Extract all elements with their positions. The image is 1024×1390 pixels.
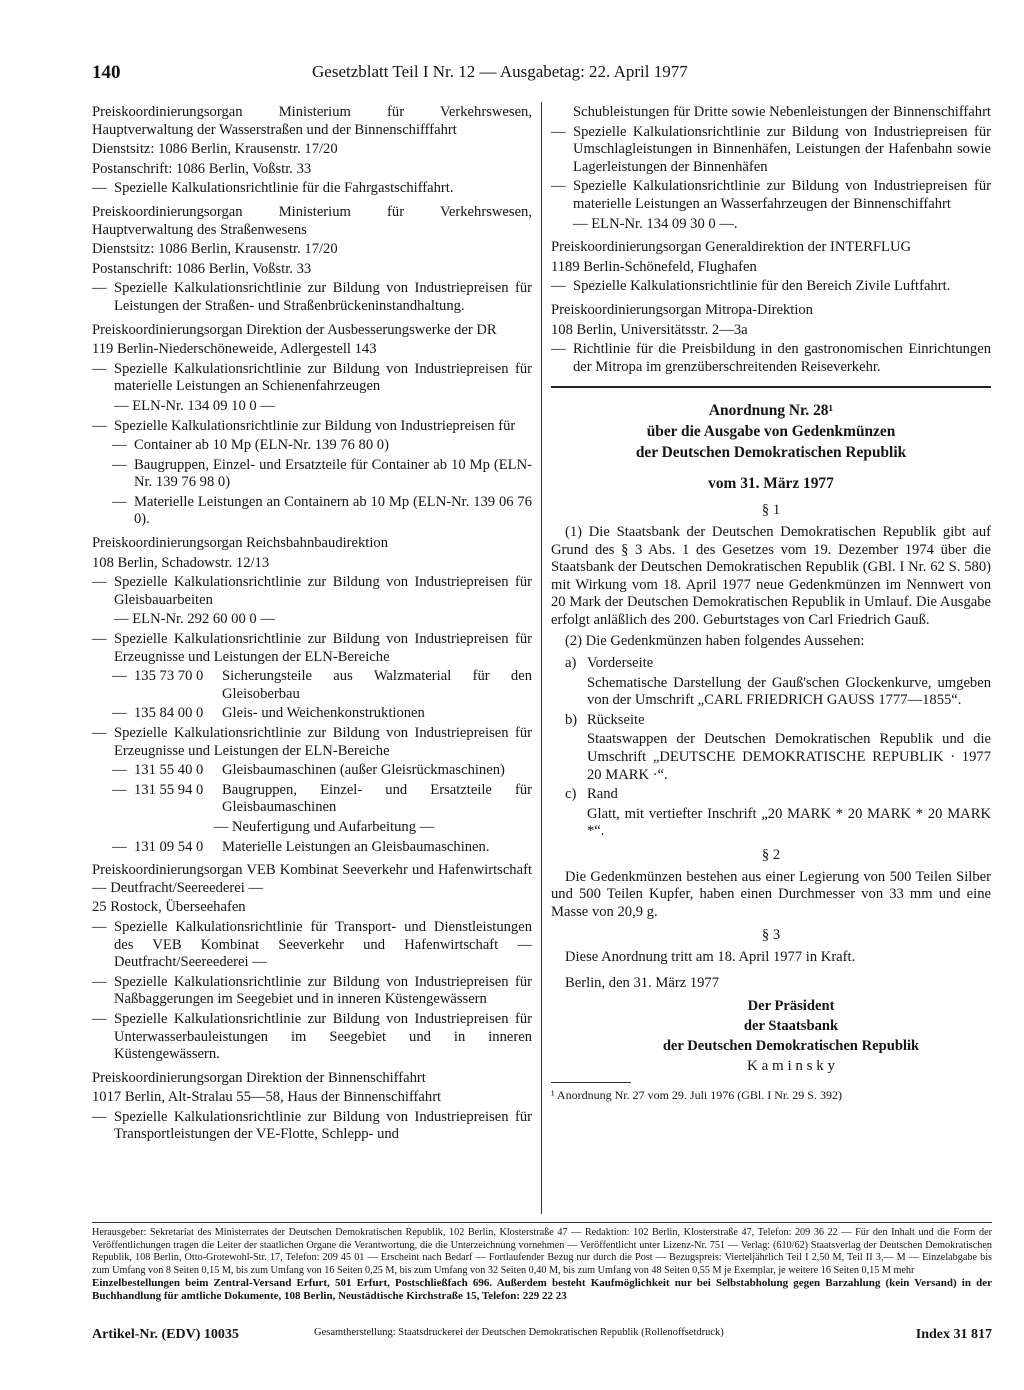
list-item [92, 1109, 532, 1144]
sub-list-item-text: Materielle Leistungen an Containern ab 10 Mp (ELN-Nr. 139 06 76 0). [134, 493, 532, 528]
place-date: Berlin, den 31. März 1977 [565, 974, 720, 991]
eln-code-text: Materielle Leistungen an Gleisbaumaschinen. [222, 838, 490, 855]
list-item [92, 180, 532, 198]
signature-title: der Deutschen Demokratischen Republik [662, 1038, 920, 1055]
paragraph: Diese Anordnung tritt am 18. April 1977 in Kraft. [565, 948, 856, 965]
anordnung-subtitle: über die Ausgabe von Gedenkmünzen [646, 423, 896, 441]
eln-code: 131 09 54 0 [134, 838, 204, 855]
section-heading: § 3 [761, 927, 781, 944]
list-item-text: Spezielle Kalkulationsrichtlinie zur Bildung von Industriepreisen für Naßbaggerungen im Seegebiet und in inneren Küstengewässern [114, 973, 532, 1008]
list-item-text: Spezielle Kalkulationsrichtlinie zur Bildung von Industriepreisen für [114, 417, 516, 434]
list-item [92, 418, 532, 436]
anordnung-title: Anordnung Nr. 28¹ [708, 402, 834, 420]
entry-address: Dienstsitz: 1086 Berlin, Krausenstr. 17/20 [92, 241, 338, 258]
imprint [92, 1222, 992, 1303]
entry-title: Preiskoordinierungsorgan Reichsbahnbaudirektion [92, 535, 389, 552]
list-description: Glatt, mit vertiefter Inschrift „20 MARK * 20 MARK * 20 MARK *“. [587, 805, 991, 840]
dash-marker: — [551, 123, 566, 140]
list-item-text: Spezielle Kalkulationsrichtlinie zur Bildung von Industriepreisen für Erzeugnisse und Leistungen der ELN-Bereiche [114, 631, 532, 665]
dash-marker: — [112, 668, 127, 685]
eln-code-text: Gleis- und Weichenkonstruktionen [222, 705, 425, 722]
dash-marker: — [112, 493, 127, 510]
signature-title: Der Präsident [747, 998, 835, 1015]
list-item [92, 725, 532, 760]
list-item [551, 341, 991, 376]
eln-code-row [112, 839, 532, 857]
imprint-text: Herausgeber: Sekretariat des Ministerrates der Deutschen Demokratischen Republik, 102 Berlin, Klosterstraße 47 — Redaktion: 102 Berlin, Klosterstraße 47, Telefon: 209 36 22 — Für den Inhalt und die Form der Veröffentlichungen tragen die Leiter der staatlichen Organe die Verantwortung, die die Unterzeichnung vornehmen — Veröffentlicht unter Lizenz-Nr. 751 — Verlag: (610/62) Staatsverlag der Deutschen Demokratischen Republik, 108 Berlin, Otto-Grotewohl-Str. 17, Telefon: 209 45 01 — Erscheint nach Bedarf — Fortlaufender Bezug nur durch die Post — Bezugspreis: Vierteljährlich Teil I 2,50 M, Teil II 3,— M — Einzelabgabe bis zum Umfang von 8 Seiten 0,15 M, bis zum Umfang von 16 Seiten 0,25 M, bis zum Umfang von 32 Seiten 0,40 M, bis zum Umfang von 48 Seiten 0,55 M je Exemplar, je weitere 16 Seiten 0,15 M mehr [92, 1227, 992, 1276]
entry-title: Preiskoordinierungsorgan Mitropa-Direktion [551, 301, 813, 318]
eln-number: — ELN-Nr. 134 09 10 0 — [114, 397, 275, 414]
eln-code-row [112, 762, 532, 780]
list-item [551, 278, 991, 296]
dash-marker: — [112, 838, 127, 855]
page-number: 140 [92, 62, 121, 83]
entry-address: Postanschrift: 1086 Berlin, Voßstr. 33 [92, 160, 312, 177]
sub-list-item [112, 457, 532, 492]
eln-code: 131 55 94 0 [134, 781, 204, 798]
imprint-orders: Einzelbestellungen beim Zentral-Versand Erfurt, 501 Erfurt, Postschließfach 696. Außerdem besteht Kaufmöglichkeit nur bei Selbstabholung gegen Barzahlung (kein Versand) in der Buchhandlung für amtliche Dokumente, 108 Berlin, Neustädtische Kirchstraße 15, Telefon: 229 22 23 [92, 1277, 992, 1302]
dash-marker: — [92, 574, 107, 591]
eln-code-text: Baugruppen, Einzel- und Ersatzteile für Gleisbaumaschinen [222, 781, 532, 816]
entry-title: Preiskoordinierungsorgan Generaldirektion der INTERFLUG [551, 239, 912, 256]
entry-title: Preiskoordinierungsorgan Direktion der Ausbesserungswerke der DR [92, 321, 497, 338]
header-title: Gesetzblatt Teil I Nr. 12 — Ausgabetag: 22. April 1977 [312, 62, 688, 81]
dash-marker: — [92, 725, 107, 741]
index-number: Index 31 817 [915, 1327, 992, 1342]
entry-address: Postanschrift: 1086 Berlin, Voßstr. 33 [92, 260, 312, 277]
eln-code: 131 55 40 0 [134, 762, 204, 779]
list-item-text: Richtlinie für die Preisbildung in den gastronomischen Einrichtungen der Mitropa im grenzüberschreitenden Reiseverkehr. [573, 341, 991, 375]
dash-marker: — [112, 705, 127, 722]
list-label [565, 786, 991, 804]
entry-title: Preiskoordinierungsorgan Ministerium für Verkehrswesen, Hauptverwaltung der Wasserstraßen und der Binnenschifffahrt [92, 104, 532, 138]
paragraph: (2) Die Gedenkmünzen haben folgendes Aussehen: [565, 633, 865, 650]
list-label-text: Vorderseite [587, 655, 654, 672]
entry-address: 1017 Berlin, Alt-Stralau 55—58, Haus der Binnenschiffahrt [92, 1089, 442, 1106]
signature-title: der Staatsbank [743, 1018, 839, 1035]
list-item-text: Spezielle Kalkulationsrichtlinie zur Bildung von Industriepreisen für Unterwasserbauleistungen im Seegebiet und in inneren Küstengewässern. [114, 1010, 532, 1063]
list-label-text: Rückseite [587, 711, 645, 728]
article-number: Artikel-Nr. (EDV) 10035 [92, 1327, 239, 1342]
signatory-name: K a m i n s k y [747, 1058, 835, 1075]
dash-marker: — [92, 417, 107, 434]
footnote-rule [551, 1082, 631, 1083]
entry-address: 1189 Berlin-Schönefeld, Flughafen [551, 258, 757, 275]
right-column [551, 104, 991, 1105]
sub-list-item-text: Container ab 10 Mp (ELN-Nr. 139 76 80 0) [134, 437, 389, 454]
list-label [565, 655, 991, 673]
list-item-text: Spezielle Kalkulationsrichtlinie für Transport- und Dienstleistungen des VEB Kombinat Seeverkehr und Hafenwirtschaft — Deutfracht/Seereederei — [114, 918, 532, 971]
list-item-text: Spezielle Kalkulationsrichtlinie zur Bildung von Industriepreisen für Gleisbauarbeiten [114, 574, 532, 608]
paragraph: (1) Die Staatsbank der Deutschen Demokratischen Republik gibt auf Grund des § 3 Abs. 1 des Gesetzes vom 19. Dezember 1974 über die Staatsbank der Deutschen Demokratischen Republik (GBl. I Nr. 62 S. 580) mit Wirkung vom 18. April 1977 neue Gedenkmünzen im Nennwert von 20 Mark der Deutschen Demokratischen Republik in Umlauf. Die Ausgabe erfolgt anläßlich des 200. Geburtstages von Carl Friedrich Gauß. [551, 523, 991, 628]
list-letter: a) [565, 655, 577, 672]
section-separator [551, 386, 991, 388]
list-item-text: Spezielle Kalkulationsrichtlinie für den Bereich Zivile Luftfahrt. [573, 278, 951, 295]
eln-code-row [112, 668, 532, 703]
eln-code-row [112, 705, 532, 723]
paragraph: Die Gedenkmünzen bestehen aus einer Legierung von 500 Teilen Silber und 500 Teilen Kupfer, haben einen Durchmesser von 33 mm und eine Masse von 20,9 g. [551, 868, 991, 920]
eln-number: — ELN-Nr. 134 09 30 0 —. [573, 215, 738, 232]
dash-marker: — [92, 631, 107, 648]
page-footer [92, 1327, 992, 1357]
list-description: Staatswappen der Deutschen Demokratischen Republik und die Umschrift „DEUTSCHE DEMOKRATISCHE REPUBLIK · 1977 20 MARK ·“. [587, 731, 991, 783]
dash-marker: — [92, 360, 107, 377]
footnote: ¹ Anordnung Nr. 27 vom 29. Juli 1976 (GBl. I Nr. 29 S. 392) [551, 1088, 842, 1103]
list-letter: c) [565, 786, 577, 803]
list-letter: b) [565, 711, 578, 728]
list-item [92, 280, 532, 315]
list-description: Schematische Darstellung der Gauß'schen Glockenkurve, umgeben von der Umschrift „CARL FRIEDRICH GAUSS 1777—1855“. [587, 674, 991, 709]
sub-list-item [112, 437, 532, 455]
section-heading: § 2 [761, 847, 781, 863]
list-item-text: Spezielle Kalkulationsrichtlinie zur Bildung von Industriepreisen für Transportleistungen der VE-Flotte, Schlepp- und [114, 1108, 532, 1143]
entry-title: Preiskoordinierungsorgan VEB Kombinat Seeverkehr und Hafenwirtschaft — Deutfracht/Seereederei — [92, 862, 532, 896]
anordnung-subtitle: der Deutschen Demokratischen Republik [635, 444, 907, 462]
dash-marker: — [92, 280, 107, 297]
dash-marker: — [112, 437, 127, 454]
dash-marker: — [551, 278, 566, 295]
left-column [92, 104, 532, 1146]
entry-address: 108 Berlin, Universitätsstr. 2—3a [551, 321, 748, 338]
list-item-text: Spezielle Kalkulationsrichtlinie zur Bildung von Industriepreisen für Umschlagleistungen in Binnenhäfen, Leistungen der Hafenbahn sowie Lagerleistungen der Binnenhäfen [573, 123, 991, 175]
dash-marker: — [92, 1108, 107, 1125]
list-label [565, 712, 991, 730]
eln-number: — ELN-Nr. 292 60 00 0 — [114, 611, 275, 628]
column-divider [541, 102, 542, 1214]
list-item [92, 1011, 532, 1064]
page-header [92, 62, 992, 88]
list-item [92, 974, 532, 1009]
list-item-text: Spezielle Kalkulationsrichtlinie zur Bildung von Industriepreisen für materielle Leistungen an Schienenfahrzeugen [114, 360, 532, 395]
list-item [92, 361, 532, 396]
section-heading: § 1 [761, 502, 781, 519]
sub-list-item [112, 494, 532, 529]
continued-text: Schubleistungen für Dritte sowie Nebenleistungen der Binnenschiffahrt [573, 104, 991, 120]
eln-code-row [112, 782, 532, 817]
entry-address: Dienstsitz: 1086 Berlin, Krausenstr. 17/20 [92, 141, 338, 158]
eln-subnote: — Neufertigung und Aufarbeitung — [213, 818, 435, 835]
dash-marker: — [112, 762, 127, 779]
eln-code-text: Gleisbaumaschinen (außer Gleisrückmaschinen) [222, 762, 505, 779]
list-item-text: Spezielle Kalkulationsrichtlinie für die Fahrgastschiffahrt. [114, 180, 454, 197]
eln-code-text: Sicherungsteile aus Walzmaterial für den Gleisoberbau [222, 668, 532, 702]
list-item [551, 124, 991, 177]
list-item-text: Spezielle Kalkulationsrichtlinie zur Bildung von Industriepreisen für materielle Leistungen an Wasserfahrzeugen der Binnenschiffahrt [573, 178, 991, 212]
eln-code: 135 84 00 0 [134, 705, 204, 722]
dash-marker: — [92, 918, 107, 935]
dash-marker: — [92, 973, 107, 990]
list-item [92, 631, 532, 666]
entry-address: 25 Rostock, Überseehafen [92, 899, 246, 916]
list-item-text: Spezielle Kalkulationsrichtlinie zur Bildung von Industriepreisen für Erzeugnisse und Leistungen der ELN-Bereiche [114, 725, 532, 759]
dash-marker: — [92, 180, 107, 197]
dash-marker: — [112, 456, 127, 473]
dash-marker: — [551, 178, 566, 195]
entry-title: Preiskoordinierungsorgan Direktion der Binnenschiffahrt [92, 1069, 426, 1086]
list-label-text: Rand [587, 786, 618, 803]
entry-address: 108 Berlin, Schadowstr. 12/13 [92, 554, 270, 571]
printer-note: Gesamtherstellung: Staatsdruckerei der Deutschen Demokratischen Republik (Rollenoffsetdruck) [314, 1327, 724, 1338]
list-item [551, 178, 991, 213]
entry-title: Preiskoordinierungsorgan Ministerium für Verkehrswesen, Hauptverwaltung des Straßenwesens [92, 203, 532, 238]
list-item-text: Spezielle Kalkulationsrichtlinie zur Bildung von Industriepreisen für Leistungen der Straßen- und Straßenbrückeninstandhaltung. [114, 280, 532, 314]
sub-list-item-text: Baugruppen, Einzel- und Ersatzteile für Container ab 10 Mp (ELN-Nr. 139 76 98 0) [134, 456, 532, 491]
list-item [92, 574, 532, 609]
eln-code: 135 73 70 0 [134, 668, 204, 685]
dash-marker: — [551, 341, 566, 358]
dash-marker: — [112, 781, 127, 798]
dash-marker: — [92, 1010, 107, 1027]
anordnung-date: vom 31. März 1977 [708, 475, 834, 493]
list-item [92, 919, 532, 972]
entry-address: 119 Berlin-Niederschöneweide, Adlergestell 143 [92, 341, 377, 358]
